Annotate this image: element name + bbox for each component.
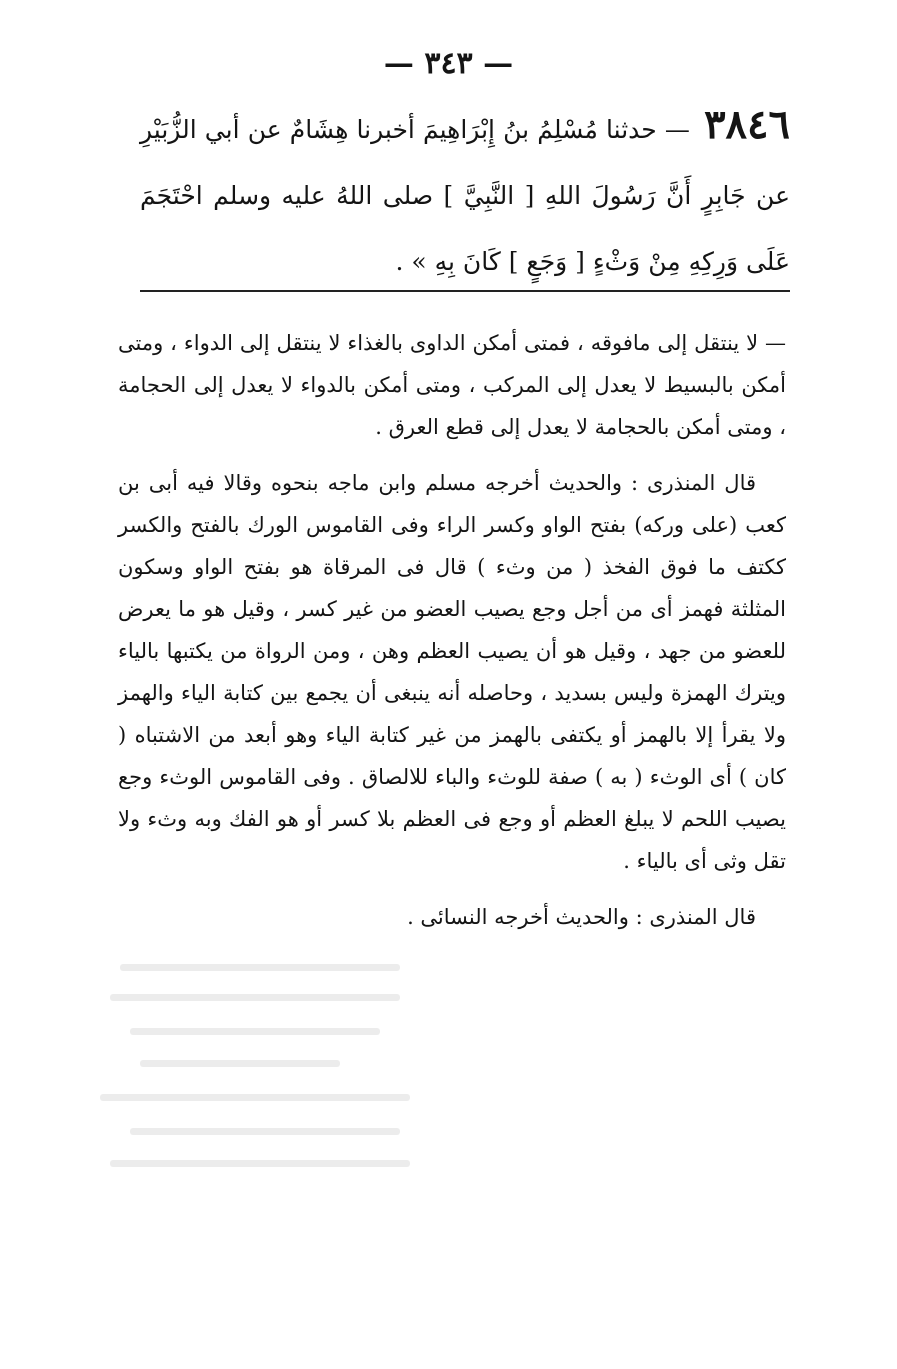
section-divider bbox=[140, 290, 790, 292]
hadith-text: — حدثنا مُسْلِمُ بنُ إِبْرَاهِيمَ أخبرنا هِشَامٌ عن أبي الزُّبَيْرِ عن جَابِرٍ أَنَّ رَسُولَ اللهِ [ النَّبِيَّ ] صلى اللهُ عليه وسلم احْتَجَمَ عَلَى وَرِكِهِ مِنْ وَثْءٍ [ وَجَعٍ ] كَانَ بِهِ » . bbox=[140, 115, 790, 276]
hadith-number: ٣٨٤٦ bbox=[704, 101, 790, 148]
commentary-paragraph: قال المنذرى : والحديث أخرجه النسائى . bbox=[407, 905, 756, 929]
hadith-block bbox=[140, 92, 790, 295]
page-number: — ٣٤٣ — bbox=[383, 46, 514, 81]
commentary-paragraph: — لا ينتقل إلى مافوقه ، فمتى أمكن الداوى بالغذاء لا ينتقل إلى الدواء ، ومتى أمكن بالبسيط لا يعدل إلى المركب ، ومتى أمكن بالدواء لا يعدل إلى الحجامة ، ومتى أمكن بالحجامة لا يعدل إلى قطع العرق . bbox=[118, 331, 786, 439]
faded-bleedthrough bbox=[100, 960, 420, 1220]
commentary-block bbox=[118, 322, 786, 952]
commentary-paragraph: قال المنذرى : والحديث أخرجه مسلم وابن ماجه بنحوه وقالا فيه أبى بن كعب (على وركه) بفتح الواو وكسر الراء وفى القاموس الورك بالفتح والكسر ككتف ما فوق الفخذ ( من وثء ) قال فى المرقاة هو بفتح الواو وسكون المثلثة فهمز أى من أجل وجع يصيب العضو من غير كسر ، وقيل هو ما يعرض للعضو من جهد ، وقيل هو أن يصيب العظم وهن ، ومن الرواة من يكتبها بالياء ويترك الهمزة وليس بسديد ، وحاصله أنه ينبغى أن يجمع بين كتابة الياء والهمز ولا يقرأ إلا بالهمز أو يكتفى بالهمز من غير كتابة الياء وهو أبعد من الاشتباه ( كان ) أى الوثء ( به ) صفة للوثء والباء للالصاق . وفى القاموس الوثء وجع يصيب اللحم لا يبلغ العظم أو وجع فى العظم بلا كسر أو هو الفك وبه وثء ولا تقل وثى أى بالياء . bbox=[118, 471, 786, 873]
